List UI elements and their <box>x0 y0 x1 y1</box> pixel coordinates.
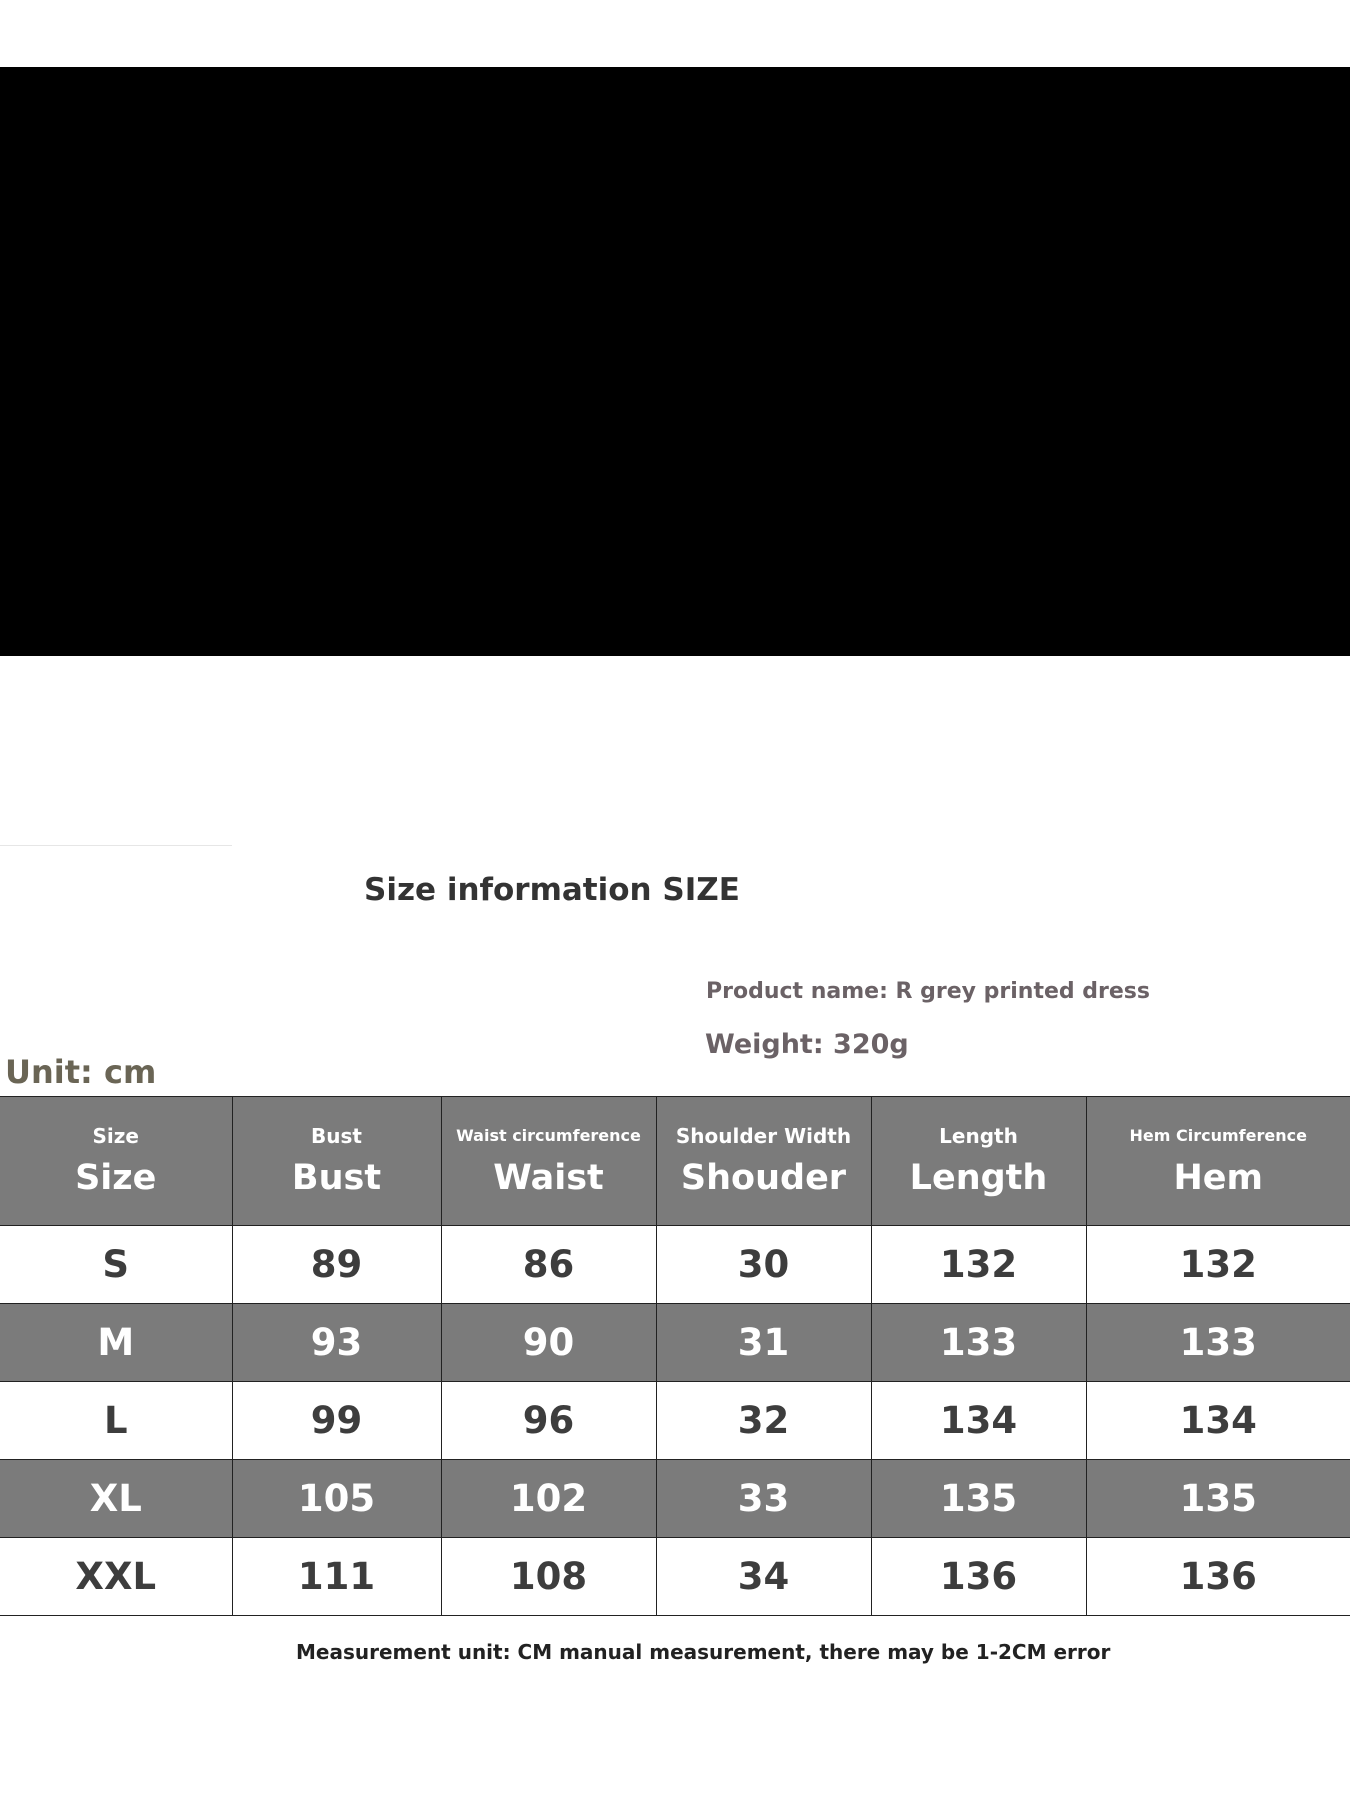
measurement-footnote: Measurement unit: CM manual measurement, there may be 1-2CM error <box>296 1640 1111 1664</box>
cell-bust: 111 <box>232 1538 441 1616</box>
divider-line <box>0 845 232 846</box>
cell-size: XL <box>0 1460 232 1538</box>
cell-size: L <box>0 1382 232 1460</box>
cell-length: 135 <box>871 1460 1086 1538</box>
header-size <box>0 1097 232 1226</box>
cell-shoulder: 33 <box>656 1460 871 1538</box>
table-row <box>0 1226 1350 1304</box>
page-title: Size information SIZE <box>364 872 740 908</box>
cell-waist: 102 <box>441 1460 656 1538</box>
header-label-big: Length <box>909 1158 1048 1198</box>
header-bust <box>232 1097 441 1226</box>
cell-hem: 134 <box>1086 1382 1350 1460</box>
cell-shoulder: 34 <box>656 1538 871 1616</box>
product-weight: Weight: 320g <box>705 1029 909 1060</box>
header-label-big: Size <box>75 1158 157 1198</box>
table-row <box>0 1538 1350 1616</box>
header-label-small: Size <box>92 1124 139 1148</box>
cell-hem: 136 <box>1086 1538 1350 1616</box>
table-row <box>0 1382 1350 1460</box>
cell-bust: 105 <box>232 1460 441 1538</box>
cell-length: 134 <box>871 1382 1086 1460</box>
header-label-small: Hem Circumference <box>1129 1126 1307 1145</box>
cell-bust: 93 <box>232 1304 441 1382</box>
size-chart-table <box>0 1096 1350 1616</box>
header-label-small: Shoulder Width <box>675 1124 852 1148</box>
header-hem <box>1086 1097 1350 1226</box>
header-waist <box>441 1097 656 1226</box>
cell-bust: 99 <box>232 1382 441 1460</box>
header-label-big: Bust <box>291 1158 382 1198</box>
product-photo <box>0 67 1350 656</box>
cell-size: S <box>0 1226 232 1304</box>
table-header-row <box>0 1097 1350 1226</box>
header-label-big: Shouder <box>680 1158 847 1198</box>
cell-hem: 133 <box>1086 1304 1350 1382</box>
header-label-small: Waist circumference <box>456 1126 641 1145</box>
cell-hem: 135 <box>1086 1460 1350 1538</box>
cell-bust: 89 <box>232 1226 441 1304</box>
cell-waist: 108 <box>441 1538 656 1616</box>
header-shoulder <box>656 1097 871 1226</box>
header-label-small: Length <box>939 1124 1018 1148</box>
cell-shoulder: 31 <box>656 1304 871 1382</box>
cell-waist: 86 <box>441 1226 656 1304</box>
cell-size: M <box>0 1304 232 1382</box>
unit-label: Unit: cm <box>5 1053 157 1091</box>
product-name: Product name: R grey printed dress <box>706 979 1150 1004</box>
cell-hem: 132 <box>1086 1226 1350 1304</box>
cell-shoulder: 32 <box>656 1382 871 1460</box>
table-row <box>0 1460 1350 1538</box>
header-label-small: Bust <box>311 1124 362 1148</box>
cell-length: 133 <box>871 1304 1086 1382</box>
header-label-big: Waist <box>493 1158 604 1198</box>
table-row <box>0 1304 1350 1382</box>
cell-length: 136 <box>871 1538 1086 1616</box>
cell-length: 132 <box>871 1226 1086 1304</box>
header-label-big: Hem <box>1173 1158 1263 1198</box>
cell-waist: 90 <box>441 1304 656 1382</box>
cell-size: XXL <box>0 1538 232 1616</box>
cell-waist: 96 <box>441 1382 656 1460</box>
header-length <box>871 1097 1086 1226</box>
cell-shoulder: 30 <box>656 1226 871 1304</box>
